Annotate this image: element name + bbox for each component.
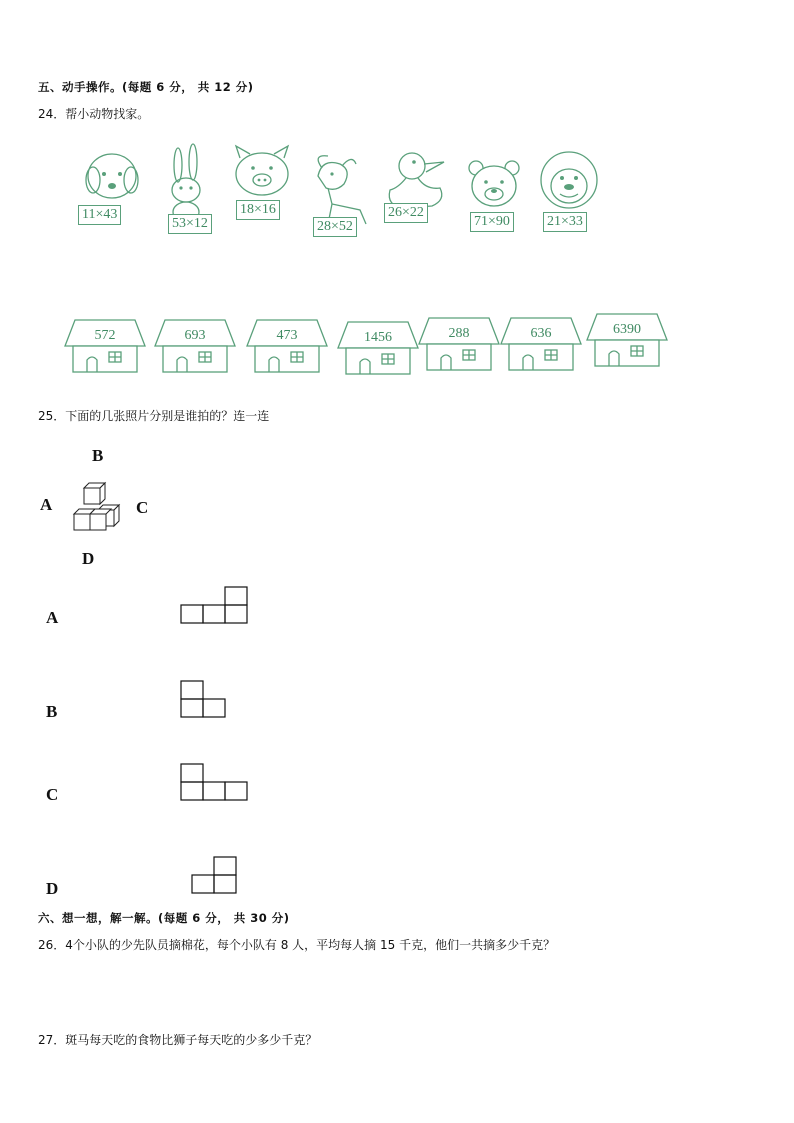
pig-icon xyxy=(236,146,288,195)
house-number-4: 1456 xyxy=(364,330,392,345)
animal-card-pig: 18×16 xyxy=(236,200,280,220)
bear-icon xyxy=(469,161,519,206)
rabbit-icon xyxy=(172,144,200,222)
house-number-2: 693 xyxy=(184,328,206,343)
direction-label-left: A xyxy=(40,495,53,514)
cube-stack-figure xyxy=(68,478,124,536)
question-24-text: 24．帮小动物找家。 xyxy=(38,107,150,121)
view-grid-a xyxy=(180,586,252,626)
question-27-text: 27．斑马每天吃的食物比狮子每天吃的少多少千克？ xyxy=(38,1033,318,1047)
view-grid-b xyxy=(180,680,230,720)
animal-card-dog: 11×43 xyxy=(78,205,121,225)
view-grid-c xyxy=(180,763,252,803)
view-label-d: D xyxy=(46,879,59,898)
question-26-text: 26．4个小队的少先队员摘棉花，每个小队有 8 人，平均每人摘 15 千克，他们一共摘多少千克？ xyxy=(38,938,556,952)
house-7 xyxy=(587,314,667,366)
house-4 xyxy=(338,322,418,374)
question-25-text: 25．下面的几张照片分别是谁拍的？连一连 xyxy=(38,409,270,423)
houses-row xyxy=(55,310,675,380)
goat-icon xyxy=(318,156,366,224)
animal-card-rabbit: 53×12 xyxy=(168,214,212,234)
animal-card-goat: 28×52 xyxy=(313,217,357,237)
house-5 xyxy=(419,318,499,370)
house-3 xyxy=(247,320,327,372)
house-1 xyxy=(65,320,145,372)
section-5-title: 五、动手操作。(每题 6 分， 共 12 分) xyxy=(38,80,254,94)
section-6-title: 六、想一想，解一解。(每题 6 分， 共 30 分) xyxy=(38,911,290,925)
dog-icon xyxy=(86,154,138,198)
animal-card-duck: 26×22 xyxy=(384,203,428,223)
duck-icon xyxy=(389,153,444,208)
animal-card-bear: 71×90 xyxy=(470,212,514,232)
house-number-6: 636 xyxy=(530,326,552,341)
view-label-c: C xyxy=(46,785,59,804)
direction-label-bottom: D xyxy=(82,549,95,568)
house-6 xyxy=(501,318,581,370)
house-number-1: 572 xyxy=(94,328,116,343)
view-grid-d xyxy=(191,856,241,896)
monkey-icon xyxy=(541,152,597,208)
house-number-5: 288 xyxy=(448,326,470,341)
house-2 xyxy=(155,320,235,372)
animal-card-monkey: 21×33 xyxy=(543,212,587,232)
house-number-7: 6390 xyxy=(613,322,641,337)
view-label-a: A xyxy=(46,608,59,627)
house-number-3: 473 xyxy=(276,328,298,343)
direction-label-top: B xyxy=(92,446,104,465)
view-label-b: B xyxy=(46,702,58,721)
direction-label-right: C xyxy=(136,498,149,517)
